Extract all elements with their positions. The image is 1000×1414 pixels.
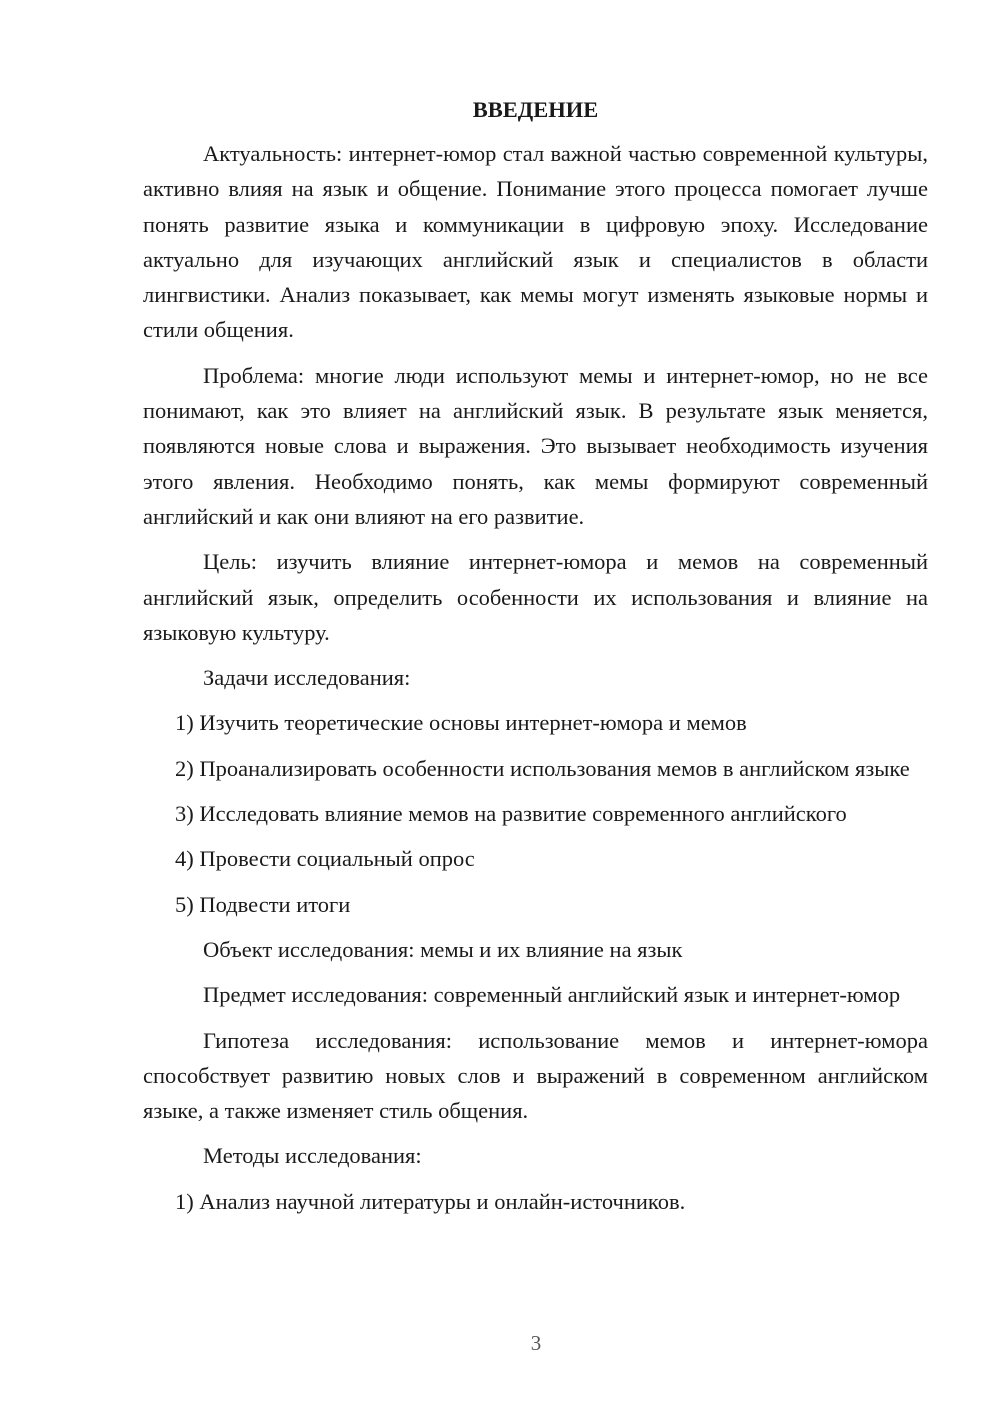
paragraph-problem: Проблема: многие люди используют мемы и интернет-юмор, но не все понимают, как это влияет на английский язык. В результате язык меняется, появляются новые слова и выражения. Это вызывает необходимость изучения этого явления. Необходимо понять, как мемы формируют современный английский и как они влияют на его развитие. <box>143 362 928 529</box>
methods-heading: Методы исследования: <box>203 1143 422 1169</box>
research-subject: Предмет исследования: современный английский язык и интернет-юмор <box>203 982 901 1008</box>
task-item: 3) Исследовать влияние мемов на развитие современного английского <box>175 801 847 827</box>
tasks-heading: Задачи исследования: <box>203 665 411 691</box>
task-item: 2) Проанализировать особенности использования мемов в английском языке <box>175 755 910 781</box>
page-footer <box>0 1331 1000 1355</box>
paragraph-goal: Цель: изучить влияние интернет-юмора и мемов на современный английский язык, определить особенности их использования и влияние на языковую культуру. <box>143 549 928 645</box>
page-number: 3 <box>530 1331 542 1355</box>
page-title: ВВЕДЕНИЕ <box>472 97 599 122</box>
task-item: 5) Подвести итоги <box>175 891 351 917</box>
method-item: 1) Анализ научной литературы и онлайн-источников. <box>175 1188 686 1214</box>
task-item: 4) Провести социальный опрос <box>175 846 475 872</box>
document-page <box>143 92 928 1229</box>
research-object: Объект исследования: мемы и их влияние на язык <box>203 936 683 962</box>
research-hypothesis: Гипотеза исследования: использование мемов и интернет-юмора способствует развитию новых слов и выражений в современном английском языке, а также изменяет стиль общения. <box>143 1027 928 1124</box>
task-item: 1) Изучить теоретические основы интернет-юмора и мемов <box>175 710 747 736</box>
paragraph-relevance: Актуальность: интернет-юмор стал важной частью современной культуры, активно влияя на язык и общение. Понимание этого процесса помогает лучше понять развитие языка и коммуникации в цифровую эпоху. Исследование актуально для изучающих английский язык и специалистов в области лингвистики. Анализ показывает, как мемы могут изменять языковые нормы и стили общения. <box>143 141 928 343</box>
